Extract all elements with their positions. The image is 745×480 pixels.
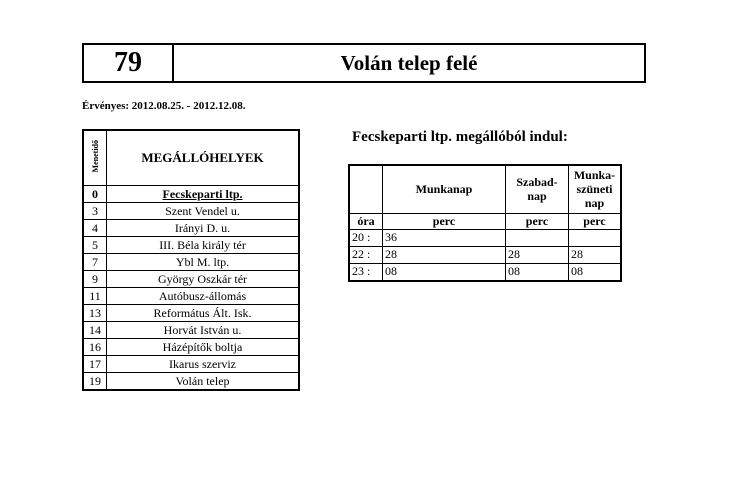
stop-name: Házépítők boltja — [107, 339, 300, 356]
header-blank — [349, 165, 383, 213]
stop-name: Ikarus szerviz — [107, 356, 300, 373]
stop-row — [83, 288, 299, 305]
departure-title: Fecskeparti ltp. megállóból indul: — [352, 129, 568, 145]
stop-minutes: 17 — [83, 356, 107, 373]
unit-minute: perc — [506, 213, 569, 229]
stop-row — [83, 322, 299, 339]
stop-row — [83, 271, 299, 288]
stop-name: Horvát István u. — [107, 322, 300, 339]
stop-name: Ybl M. ltp. — [107, 254, 300, 271]
time-row — [349, 229, 621, 246]
stop-name: Fecskeparti ltp. — [107, 186, 300, 203]
header-stops: MEGÁLLÓHELYEK — [107, 130, 300, 186]
unit-row — [349, 213, 621, 229]
stop-row — [83, 305, 299, 322]
stop-row — [83, 339, 299, 356]
unit-minute: perc — [569, 213, 622, 229]
stop-minutes: 16 — [83, 339, 107, 356]
stop-minutes: 19 — [83, 373, 107, 391]
validity-period: Érvényes: 2012.08.25. - 2012.12.08. — [82, 100, 246, 112]
route-destination: Volán telep felé — [340, 50, 478, 75]
hour-cell: 20 : — [349, 229, 383, 246]
stop-row — [83, 356, 299, 373]
stop-name: Volán telep — [107, 373, 300, 391]
route-number: 79 — [84, 45, 174, 81]
stop-name: György Oszkár tér — [107, 271, 300, 288]
stop-row — [83, 254, 299, 271]
stop-minutes: 14 — [83, 322, 107, 339]
stop-minutes: 7 — [83, 254, 107, 271]
workday-minutes: 28 — [383, 246, 506, 263]
stop-row — [83, 373, 299, 391]
hour-cell: 22 : — [349, 246, 383, 263]
stops-table — [82, 129, 300, 391]
free-day-minutes — [506, 229, 569, 246]
time-row — [349, 263, 621, 281]
unit-minute: perc — [383, 213, 506, 229]
stop-minutes: 0 — [83, 186, 107, 203]
stops-header-row — [83, 130, 299, 186]
holiday-minutes: 08 — [569, 263, 622, 281]
holiday-minutes: 28 — [569, 246, 622, 263]
holiday-minutes — [569, 229, 622, 246]
stop-name: Autóbusz-állomás — [107, 288, 300, 305]
stop-minutes: 11 — [83, 288, 107, 305]
header-workday: Munkanap — [383, 165, 506, 213]
stop-minutes: 13 — [83, 305, 107, 322]
stop-minutes: 4 — [83, 220, 107, 237]
header-travel-time: Menetidő — [83, 130, 107, 186]
free-day-minutes: 08 — [506, 263, 569, 281]
free-day-minutes: 28 — [506, 246, 569, 263]
stop-name: III. Béla király tér — [107, 237, 300, 254]
hour-cell: 23 : — [349, 263, 383, 281]
stop-minutes: 3 — [83, 203, 107, 220]
header-free-day: Szabad- nap — [506, 165, 569, 213]
workday-minutes: 36 — [383, 229, 506, 246]
stop-row — [83, 237, 299, 254]
stop-minutes: 9 — [83, 271, 107, 288]
stop-row — [83, 203, 299, 220]
workday-minutes: 08 — [383, 263, 506, 281]
route-header — [82, 43, 646, 83]
stop-minutes: 5 — [83, 237, 107, 254]
stop-row — [83, 186, 299, 203]
stop-name: Irányi D. u. — [107, 220, 300, 237]
time-row — [349, 246, 621, 263]
header-holiday: Munka- szüneti nap — [569, 165, 622, 213]
daytype-header-row — [349, 165, 621, 213]
stop-row — [83, 220, 299, 237]
timetable — [348, 164, 622, 282]
unit-hour: óra — [349, 213, 383, 229]
stop-name: Szent Vendel u. — [107, 203, 300, 220]
stop-name: Református Ált. Isk. — [107, 305, 300, 322]
